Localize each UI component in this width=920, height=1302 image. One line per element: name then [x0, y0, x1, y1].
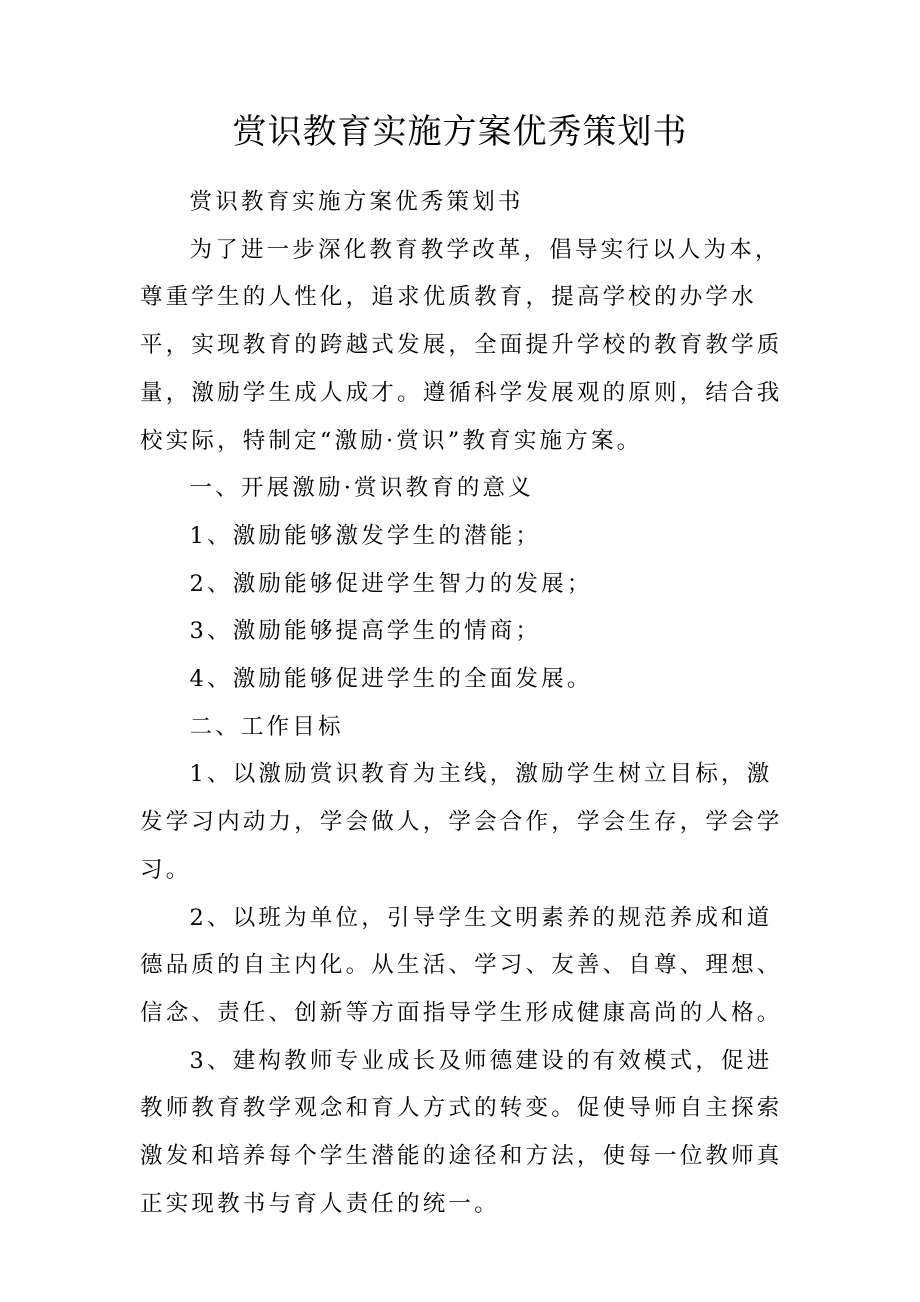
list-item: 2、激励能够促进学生智力的发展； — [189, 570, 593, 597]
body-paragraph: 2、以班为单位，引导学生文明素养的规范养成和道德品质的自主内化。从生活、学习、友善、自尊、理想、信念、责任、创新等方面指导学生形成健康高尚的人格。 — [140, 904, 783, 1026]
body-paragraph: 3、建构教师专业成长及师德建设的有效模式，促进教师教育教学观念和育人方式的转变。促使导师自主探索激发和培养每个学生潜能的途径和方法，使每一位教师真正实现教书与育人责任的统一。 — [140, 1047, 783, 1217]
section-heading: 一、开展激励·赏识教育的意义 — [189, 475, 534, 502]
list-item: 1、激励能够激发学生的潜能； — [189, 522, 542, 549]
list-item: 4、激励能够促进学生的全面发展。 — [189, 666, 593, 693]
document-body — [140, 179, 790, 1228]
document-title: 赏识教育实施方案优秀策划书 — [232, 112, 688, 152]
list-item: 3、激励能够提高学生的情商； — [189, 618, 542, 645]
section-heading: 二、工作目标 — [189, 713, 344, 740]
body-paragraph: 为了进一步深化教育教学改革，倡导实行以人为本，尊重学生的人性化，追求优质教育，提高学校的办学水平，实现教育的跨越式发展，全面提升学校的教育教学质量，激励学生成人成才。遵循科学发展观的原则，结合我校实际，特制定“激励·赏识”教育实施方案。 — [140, 236, 783, 454]
body-paragraph: 1、以激励赏识教育为主线，激励学生树立目标，激发学习内动力，学会做人，学会合作，学会生存，学会学习。 — [140, 761, 783, 883]
body-paragraph: 赏识教育实施方案优秀策划书 — [189, 189, 524, 215]
